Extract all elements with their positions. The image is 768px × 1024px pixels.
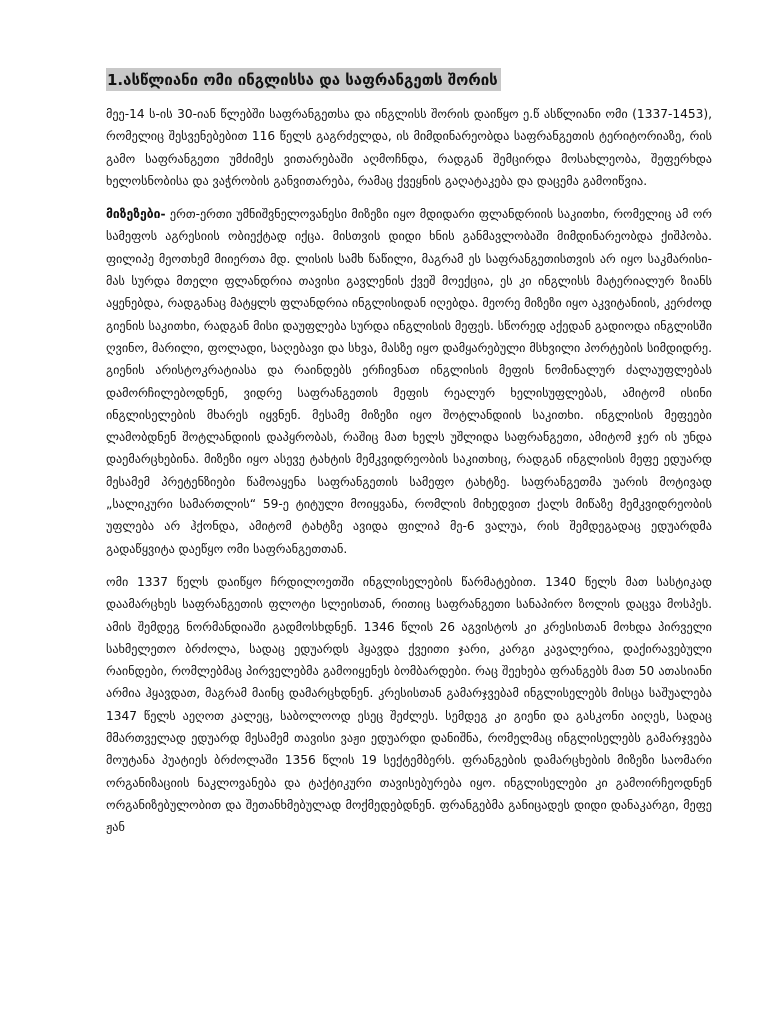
paragraph-text: მეე-14 ს-ის 30-იან წლებში საფრანგეთსა და ინგლისს შორის დაიწყო ე.წ ასწლიანი ომი (1337-1453), რომელიც შესვენებებით 116 წელს გაგრძელდა, ის მიმდინარეობდა საფრანგეთის ტერიტორიაზე, რის გამო საფრანგეთი უმძიმეს ვითარებაში აღმოჩნდა, რადგან შემცირდა მოსახლეობა, შეფერხდა ხელოსნობისა და ვაჭრობის განვითარება, რამაც ქვეყნის გაღატაკება და დაცემა გამოიწვია. <box>106 107 712 188</box>
paragraph-war-course <box>106 571 712 839</box>
paragraph-text: ომი 1337 წელს დაიწყო ჩრდილოეთში ინგლისელების წარმატებით. 1340 წელს მათ სასტიკად დაამარცხეს საფრანგეთის ფლოტი სლეისთან, რითიც საფრანგეთი სანაპირო ზოლის დაცვა მოსპეს. ამის შემდეგ ნორმანდიაში გადმოსხდნენ. 1346 წლის 26 აგვისტოს კი კრესისთან მოხდა პირველი სახმელეთო ბრძოლა, სადაც ედუარდს ჰყავდა ქვეითი ჯარი, კარგი კავალერია, დაქირავებული რაინდები, რომლებმაც პირველებმა გამოიყენეს ბომბარდები. რაც შეეხება ფრანგებს მათ 50 ათასიანი არმია ჰყავდათ, მაგრამ მაინც დამარცხდნენ. კრესისთან გამარჯვებამ ინგლისელებს მისცა საშუალება 1347 წელს აეღოთ კალეც, საბოლოოდ ესეც შეძლეს. სემდეგ კი გიენი და გასკონი აიღეს, სადაც მმართველად ედუარდ მესამემ თავისი ვაჟი ედუარდი დანიშნა, რომელმაც ინგლისელებს გამარჯვება მოუტანა პუატიეს ბრძოლაში 1356 წლის 19 სექტემბერს. ფრანგების დამარცხების მიზეზი საომარი ორგანიზაციის ნაკლოვანება და ტაქტიკური თავისებურება იყო. ინგლისელები კი გამოირჩეოდნენ ორგანიზებულობით და შეთანხმებულად მოქმედებდნენ. ფრანგებმა განიცადეს დიდი დანაკარგი, მეფე ჟან <box>106 574 712 835</box>
paragraph-causes <box>106 203 712 560</box>
document-page <box>106 68 712 850</box>
title-block <box>106 68 712 91</box>
paragraph-intro <box>106 103 712 192</box>
paragraph-text: ერთ-ერთი უმნიშვნელოვანესი მიზეზი იყო მდიდარი ფლანდრიის საკითხი, რომელიც ამ ორ სამეფოს აგრესიის ობიექტად იქცა. მისთვის დიდი ხნის განმავლობაში მიმდინარეობდა ქიშპობა. ფილიპე მეოთხემ მიიერთა მდ. ლისის სამხ წაწილი, მაგრამ ეს საფრანგეთისთვის არ იყო საკმარისი-მას სურდა მთელი ფლანდრია თავისი გავლენის ქვეშ მოექცია, ეს კი ინგლისს მატერიალურ ზიანს აყენებდა, რადგანაც მატყლს ფლანდრია ინგლისიდან იღებდა. მეორე მიზეზი იყო აკვიტანიის, კერძოდ გიენის საკითხი, რადგან მისი დაუფლება სურდა ინგლისის მეფეს. სწორედ აქედან გადიოდა ინგლისში ღვინო, მარილი, ფოლადი, საღებავი და სხვა, მასზე იყო დამყარებული მსხვილი პორტების სიმდიდრე. გიენის არისტოკრატიასა და რაინდებს ერჩივნათ ინგლისის მეფის ნომინალურ ძალაუფლებას დამორჩილებოდნენ, ვიდრე საფრანგეთის მეფის რეალურ ხელისუფლებას, ამიტომ ისინი ინგლისელების მხარეს იყვნენ. მესამე მიზეზი იყო შოტლანდიის საკითხი. ინგლისის მეფეები ლამობდნენ შოტლანდიის დაპყრობას, რაშიც მათ ხელს უშლიდა საფრანგეთი, ამიტომ ჯერ ის უნდა დაემარცხებინა. მიზეზი იყო ასევე ტახტის მემკვიდრეობის საკითხიც, რადგან ინგლისის მეფე ედუარდ მესამემ პრეტენზიები წამოაყენა საფრანგეთის სამეფო ტახტზე. საფრანგეთმა უარის მოტივად „სალიკური სამართლის“ 59-ე ტიტული მოიყვანა, რომლის მიხედვით ქალს მიწაზე მემკვიდრეობის უფლება არ ჰქონდა, ამიტომ ტახტზე ავიდა ფილიპ მე-6 ვალუა, რის შემდეგადაც ედუარდმა გადაწყვიტა დაეწყო ომი საფრანგეთთან. <box>106 207 713 556</box>
paragraph-lead: მიზეზები- <box>106 207 166 222</box>
document-title: 1.ასწლიანი ომი ინგლისსა და საფრანგეთს შორის <box>106 68 501 91</box>
